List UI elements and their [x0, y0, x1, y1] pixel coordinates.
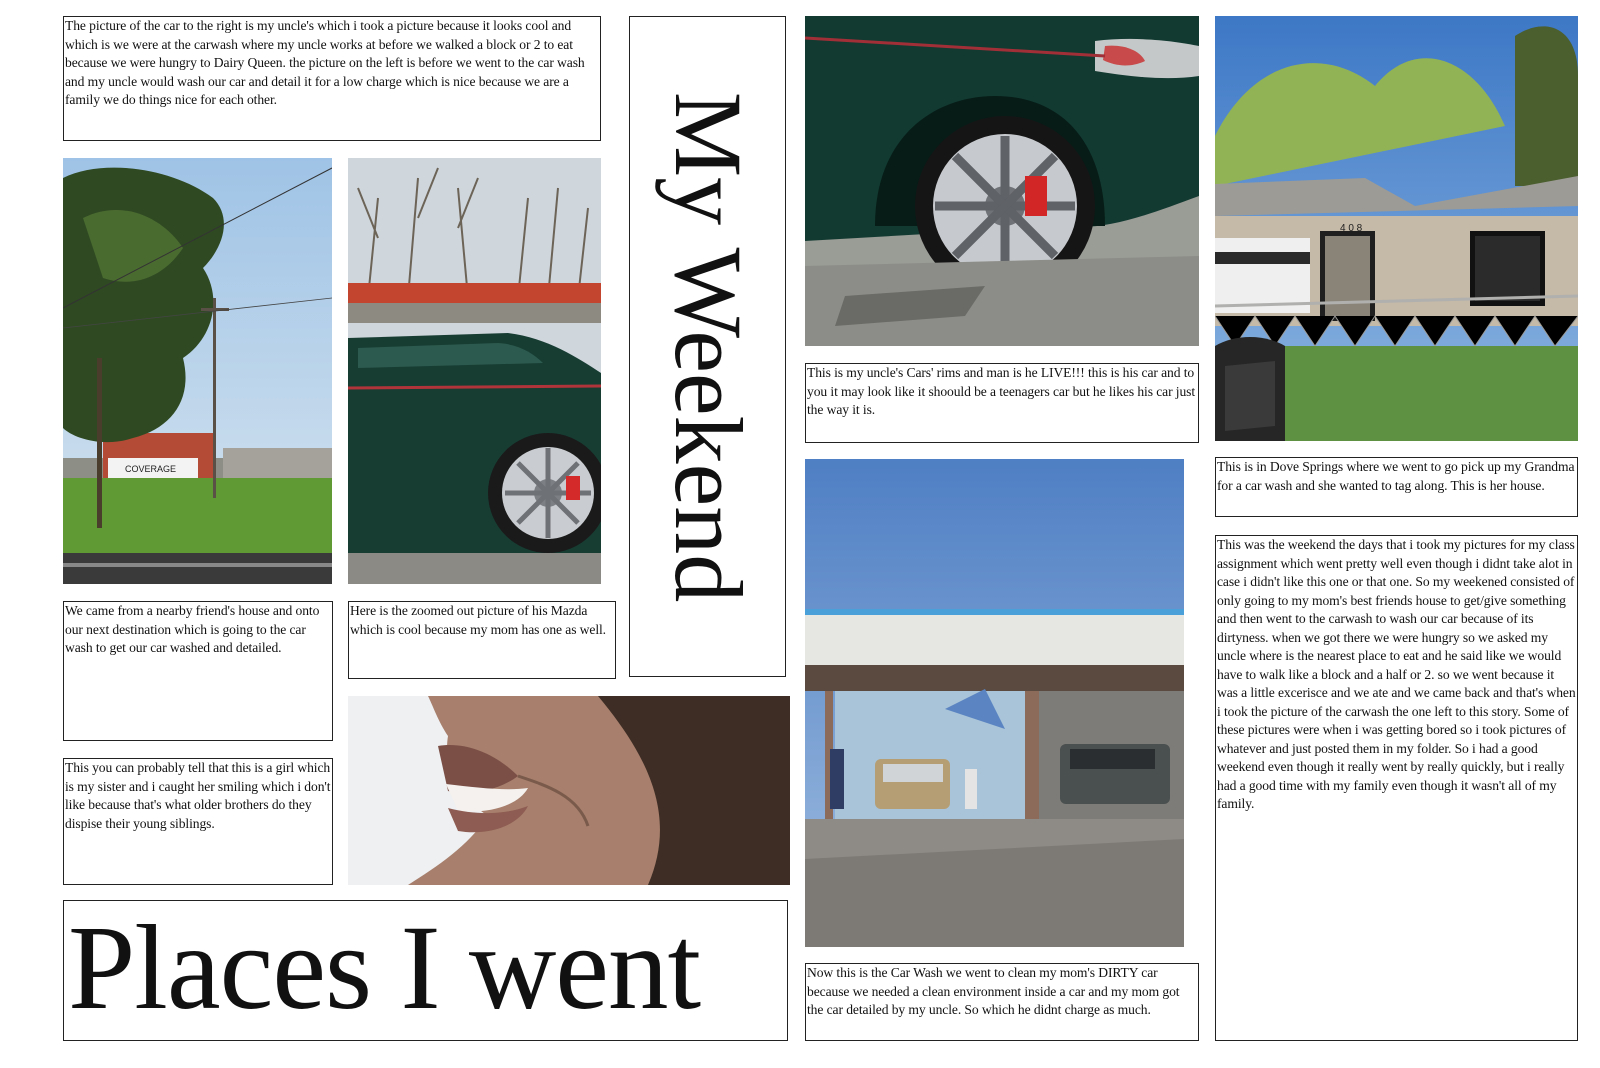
- street-tree-photo: [63, 158, 332, 584]
- car-wash-caption: Now this is the Car Wash we went to clean my mom's DIRTY car because we needed a clean environment inside a car and my mom got the car detailed by my uncle. So which he didnt charge as much.: [805, 963, 1199, 1041]
- my-weekend-title: My Weekend: [654, 91, 762, 602]
- truck-sign-text: COVERAGE: [125, 464, 177, 474]
- sister-caption: This you can probably tell that this is a girl which is my sister and i caught her smiling which i don't like because that's what older brothers do they dispise their young siblings.: [63, 758, 333, 885]
- uncle-car-rims-photo: [805, 16, 1199, 346]
- mazda-caption: Here is the zoomed out picture of his Mazda which is cool because my mom has one as well.: [348, 601, 616, 679]
- car-wash-photo: [805, 459, 1184, 947]
- my-weekend-title-box: [629, 16, 786, 677]
- places-i-went-title-box: [63, 900, 788, 1041]
- weekend-story-text: This was the weekend the days that i took my pictures for my class assignment which went pretty well even though i didnt take alot in case i didn't like this one or that one. So my weekened consisted of only going to my mom's best friends house to get/give something and then went to the carwash to wash our car because of its dirtyness. when we got there we were hungry so we asked my uncle where is the nearest place to eat and he said like we would have to walk like a block and a half or 2. so we went because it was a little excerisce and we ate and we came back and that's when i took the picture of the carwash the one left to this story. Some of these pictures were when i was getting bored so i took pictures of whatever and just posted them in my folder. So i had a good weekend even though it really went by really quickly, but i really had a good time with my family even though it wasn't all of my family.: [1215, 535, 1578, 1041]
- rims-caption: This is my uncle's Cars' rims and man is he LIVE!!! this is his car and to you it may look like it shoould be a teenagers car but he likes his car just the way it is.: [805, 363, 1199, 443]
- mazda-photo: [348, 158, 601, 584]
- grandma-house-photo: [1215, 16, 1578, 441]
- dove-springs-caption: This is in Dove Springs where we went to go pick up my Grandma for a car wash and she wanted to tag along. This is her house.: [1215, 457, 1578, 517]
- intro-caption: The picture of the car to the right is my uncle's which i took a picture because it looks cool and which is we were at the carwash where my uncle works at before we walked a block or 2 to eat because we were hungry to Dairy Queen. the picture on the left is before we went to the car wash and my uncle would wash our car and detail it for a low charge which is nice because we are a family we do things nice for each other.: [63, 16, 601, 141]
- places-i-went-title: Places I went: [68, 901, 701, 1035]
- house-number-text: 4 0 8: [1340, 223, 1363, 234]
- sister-smile-photo: [348, 696, 790, 885]
- friends-house-caption: We came from a nearby friend's house and onto our next destination which is going to the car wash to get our car washed and detailed.: [63, 601, 333, 741]
